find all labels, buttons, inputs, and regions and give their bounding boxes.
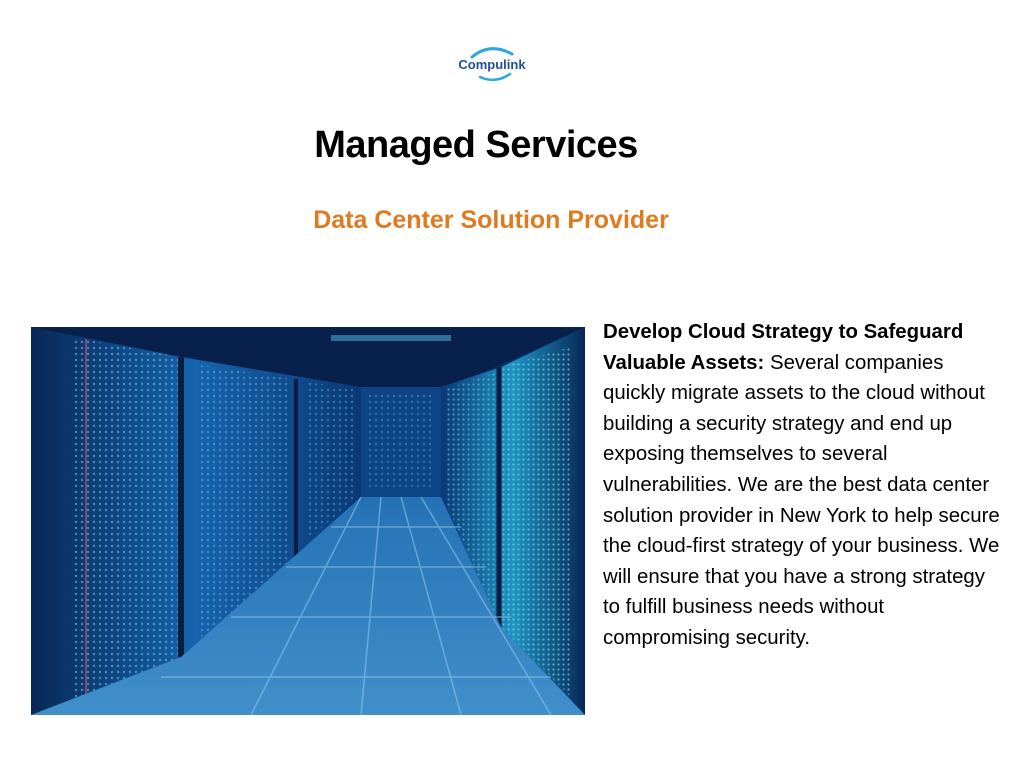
page-subtitle: Data Center Solution Provider (313, 206, 669, 234)
compulink-logo (450, 40, 534, 88)
body-lead: Develop Cloud Strategy to Safeguard Valuable Assets: (603, 321, 964, 374)
body-paragraph (603, 317, 1003, 654)
body-text: Several companies quickly migrate assets to the cloud without building a security strategy and end up exposing themselves to several vulnerabilities. We are the best data center solution provider in New York to help secure the cloud-first strategy of your business. We will ensure that you have a strong strategy to fulfill business needs without compromising security. (603, 351, 1000, 649)
page-title: Managed Services (314, 124, 638, 166)
server-room-image (31, 327, 585, 715)
logo-text: Compulink (458, 57, 526, 72)
